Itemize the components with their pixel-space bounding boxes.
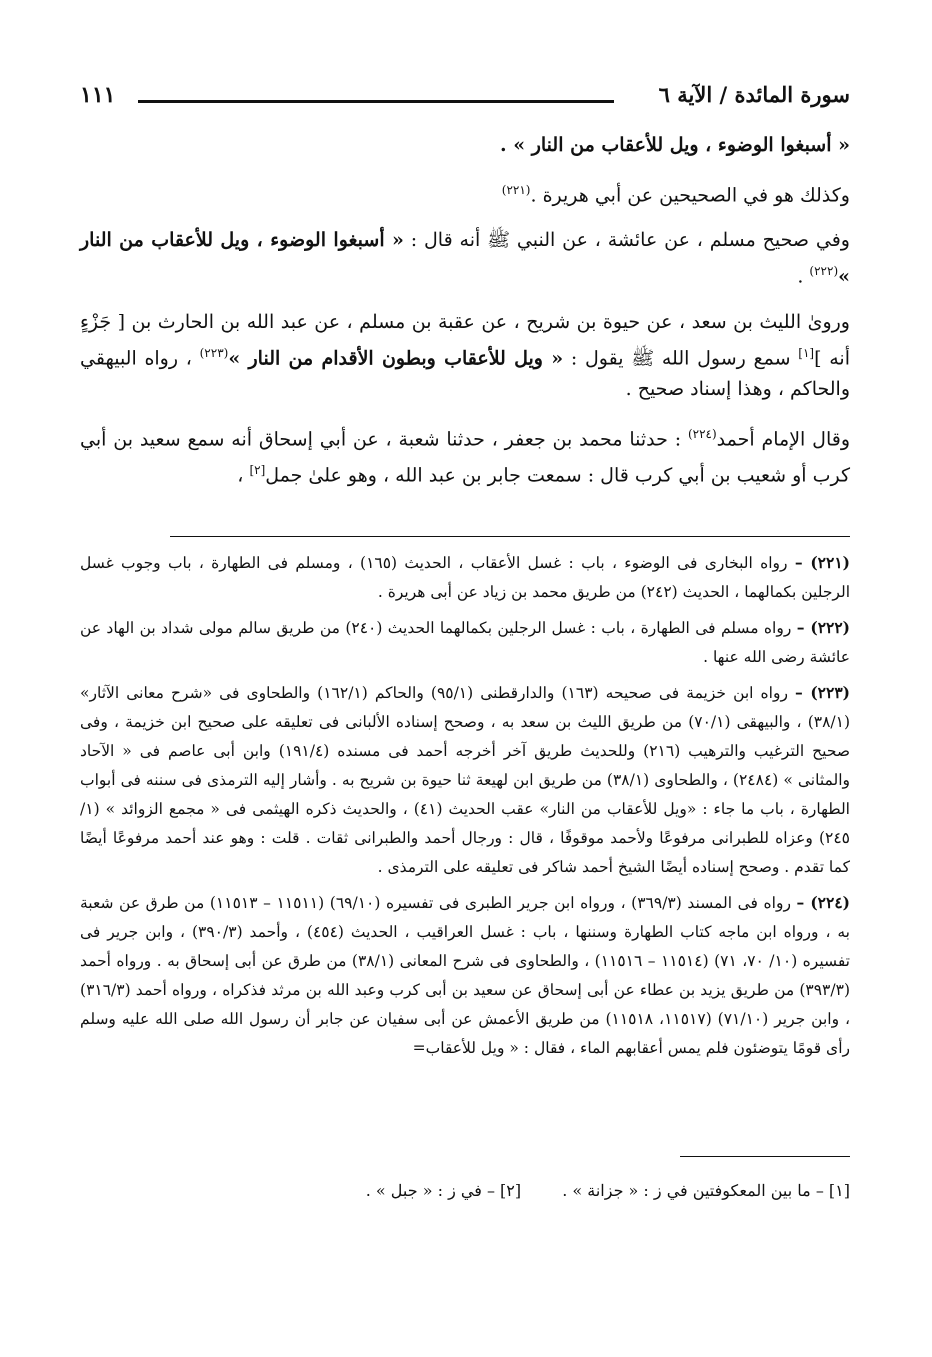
footnote-text: رواه مسلم فى الطهارة ، باب : غسل الرجلين بكمالهما الحديث (٢٤٠) من طريق سالم مولى شداد بن الهاد عن عائشة رضى الله عنها . <box>80 619 850 666</box>
hadith-quote: « ويل للأعقاب وبطون الأقدام من النار » <box>228 346 564 369</box>
main-text <box>80 130 850 506</box>
footnote-text: رواه ابن خزيمة فى صحيحه (١٦٣) والدارقطنى (٩٥/١) والحاكم (١٦٢/١) والطحاوى فى «شرح معانى الآثار» (٣٨/١) ، والبيهقى (٧٠/١) من طريق الليث بن سعد به ، وصحح إسناده الألبانى فى تعليقه على صحيح ابن خزيمة ، وفى صحيح الترغيب والترهيب (٢١٦) وللحديث طريق آخر أخرجه أحمد فى مسنده (١٩١/٤) وابن أبى عاصم فى « الآحاد والمثانى » (٢٤٨٤) ، والطحاوى (٣٨/١) من طريق ابن لهيعة ثنا حيوة بن شريح به . وأشار إليه الترمذى فى سننه فى أبواب الطهارة ، باب ما جاء : «ويل للأعقاب من النار» عقب الحديث (٤١) ، والحديث ذكره الهيثمى فى « مجمع الزوائد » (١/ ٢٤٥) وعزاه للطبرانى مرفوعًا ولأحمد موقوفًا ، قال : ورجال أحمد والطبرانى ثقات . قلت : وهو عند أحمد مرفوعًا أيضًا كما تقدم . وصحح إسناده أيضًا الشيخ أحمد شاكر فى تعليقه على الترمذى . <box>80 684 851 876</box>
paragraph-5-text: وقال الإمام أحمد <box>716 428 850 451</box>
page-number: ١١١ <box>80 82 116 108</box>
paragraph-5-text-b: : حدثنا محمد بن جعفر ، حدثنا شعبة ، عن أبي إسحاق أنه سمع سعيد بن أبي كرب أو شعيب بن أبي كرب قال : سمعت جابر بن عبد الله ، وهو علىٰ جمل <box>80 428 850 487</box>
paragraph-3-text: وفي صحيح مسلم ، عن عائشة ، عن النبي ﷺ أنه قال : <box>410 229 850 252</box>
footnote-ref-221: (٢٢١) <box>501 183 531 197</box>
footnote-text: رواه فى المسند (٣٦٩/٣) ، ورواه ابن جرير الطبرى فى تفسيره (٦٩/١٠) (١١٥١١ – ١١٥١٣) من طرق عن شعبة به ، ورواه ابن ماجه كتاب الطهارة وسننها ، باب : غسل العراقيب ، الحديث (٤٥٤) ، وأحمد (٣٩٠/٣) ، وابن جرير فى تفسيره (١٠/ ٧٠، ٧١) (١١٥١٤ – ١١٥١٦) ، والطحاوى فى شرح المعانى (٣٨/١) من طرق عن أبى إسحاق به . ورواه أحمد (٣٩٣/٣) من طريق يزيد بن عطاء عن أبى إسحاق عن سعيد بن أبى كرب وعبد الله بن مرثد فذكراه ، ورواه أحمد (٣١٦/٣) ، وابن جرير (٧١/١٠) (١١٥١٧، ١١٥١٨) من طريق الأعمش عن أبى سفيان عن جابر أن رسول الله صلى الله عليه وسلم رأى قومًا يتوضئون فلم يمس أعقابهم الماء ، فقال : « ويل للأعقاب= <box>80 894 851 1057</box>
footnote-separator <box>170 536 850 537</box>
footnote-ref-222: (٢٢٢) <box>809 264 839 279</box>
editor-note-2: [٢] – في ز : « جبل » . <box>365 1181 522 1200</box>
footnote-number: (٢٢٤) – <box>796 893 850 912</box>
paragraph-2-text: وكذلك هو في الصحيحين عن أبي هريرة . <box>530 184 850 207</box>
footnote-ref-223: (٢٢٣) <box>199 345 229 360</box>
editor-ref-2: [٢] <box>249 463 266 478</box>
footnote-224 <box>80 888 850 1063</box>
editor-note-1: [١] – ما بين المعكوفتين في ز : « جزانة » . <box>562 1181 850 1200</box>
footnote-223 <box>80 678 850 882</box>
editor-ref-1: [١] <box>798 345 815 360</box>
footnote-222 <box>80 613 850 672</box>
running-header <box>80 82 850 116</box>
paragraph-4-text-d: ، رواه البيهقي والحاكم ، وهذا إسناد صحيح . <box>80 346 850 400</box>
footnote-text: رواه البخارى فى الوضوء ، باب : غسل الأعقاب ، الحديث (١٦٥) ، ومسلم فى الطهارة ، باب وجوب غسل الرجلين بكمالهما ، الحديث (٢٤٢) من طريق محمد بن زياد عن أبى هريرة . <box>80 554 850 601</box>
editor-notes-separator <box>680 1156 850 1157</box>
book-page <box>80 0 850 1357</box>
paragraph-4-text-b: سمع رسول الله ﷺ يقول : <box>570 346 791 369</box>
paragraph-3 <box>80 225 850 292</box>
paragraph-5-end: ، <box>237 464 244 487</box>
footnote-221 <box>80 548 850 607</box>
editor-notes <box>80 1176 850 1206</box>
footnote-ref-224: (٢٢٤) <box>687 426 717 441</box>
footnotes <box>80 548 850 1069</box>
paragraph-4-text: وروىٰ الليث بن سعد ، عن حيوة بن شريح ، عن عقبة بن مسلم ، عن عبد الله بن الحارث بن [ جَزْءٍ أنه ] <box>80 310 850 369</box>
paragraph-1: « أسبغوا الوضوء ، ويل للأعقاب من النار » . <box>500 134 850 156</box>
surah-verse-title: سورة المائدة / الآية ٦ <box>658 82 850 107</box>
hadith-quote: « أسبغوا الوضوء ، ويل للأعقاب من النار » <box>80 229 850 288</box>
footnote-number: (٢٢٢) – <box>796 618 851 637</box>
footnote-number: (٢٢٣) – <box>795 683 850 702</box>
footnote-number: (٢٢١) – <box>794 553 850 572</box>
header-rule <box>138 100 614 103</box>
paragraph-2 <box>80 175 850 211</box>
paragraph-4 <box>80 307 850 405</box>
paragraph-3-end: . <box>797 265 804 288</box>
paragraph-5 <box>80 419 850 492</box>
